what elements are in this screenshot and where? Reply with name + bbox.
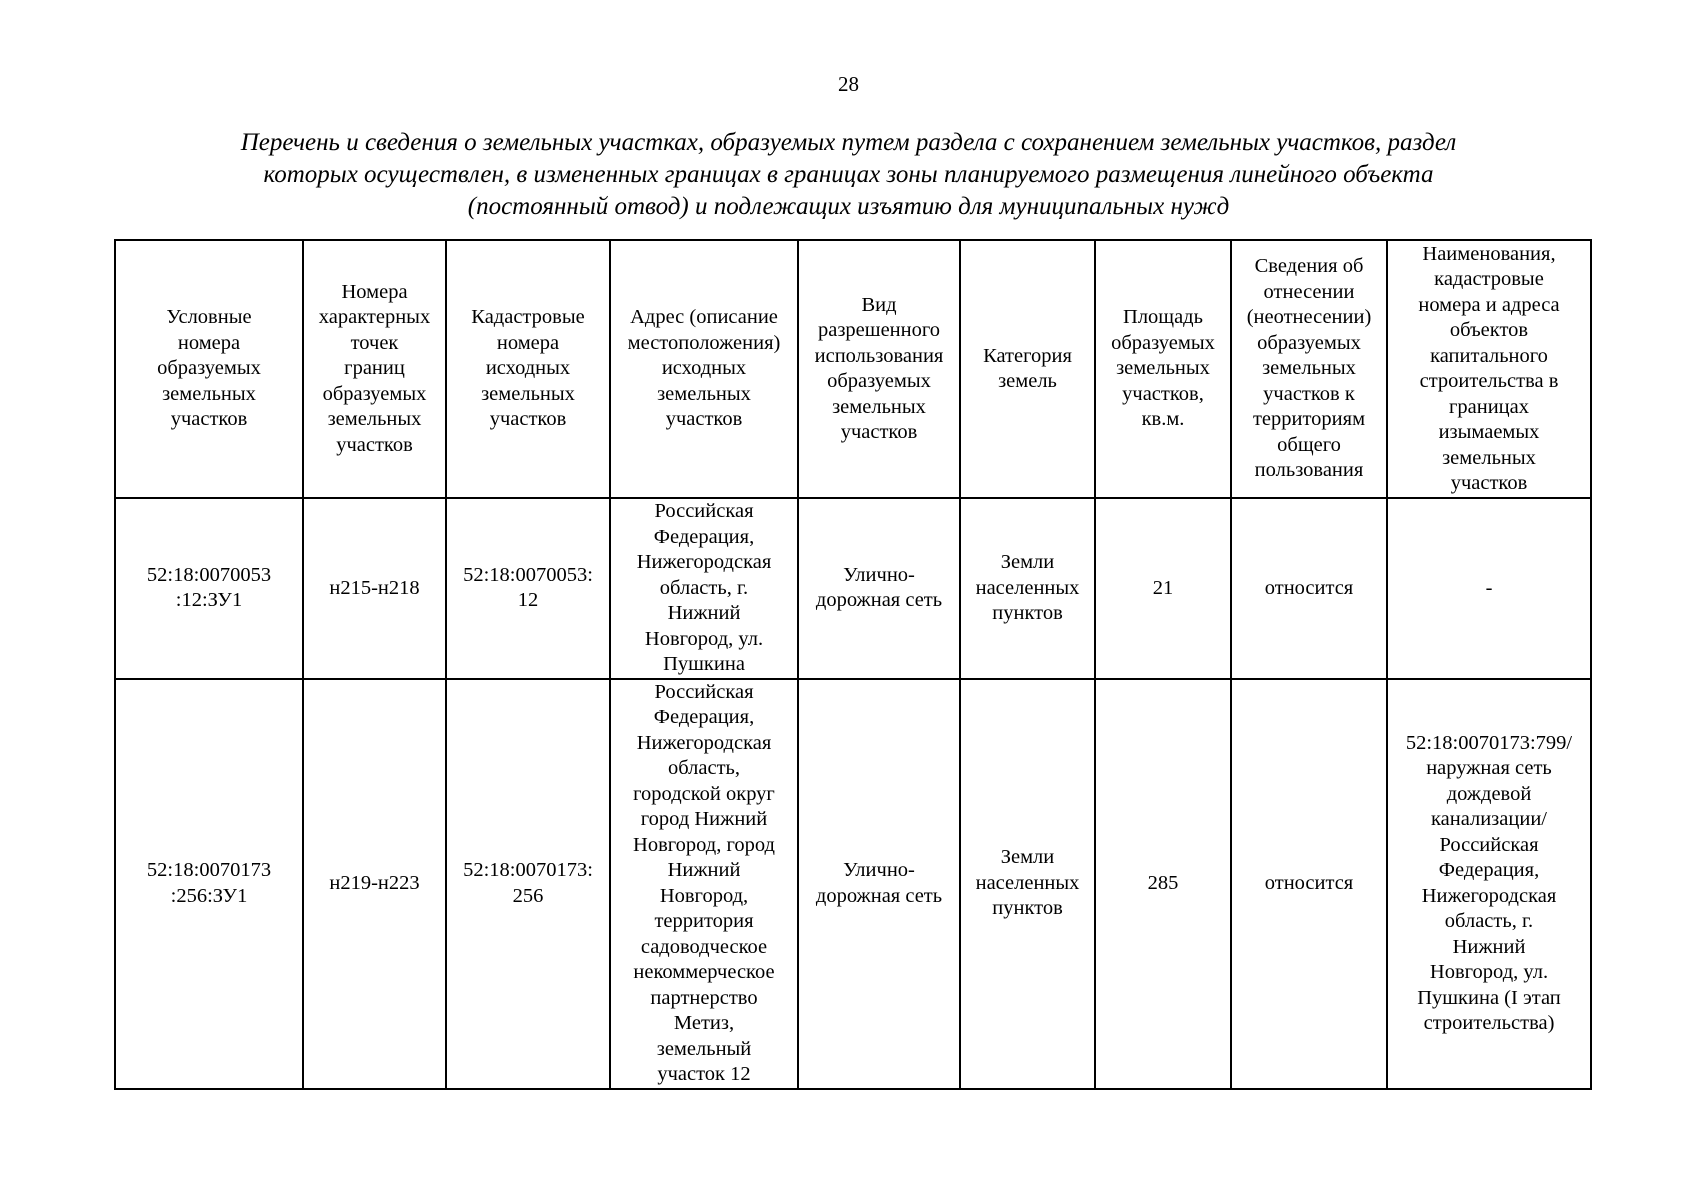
cell-points: н215-н218	[303, 498, 446, 679]
document-title	[120, 127, 1577, 223]
cell-points: н219-н223	[303, 679, 446, 1089]
title-line: (постоянный отвод) и подлежащих изъятию для муниципальных нужд	[467, 193, 1230, 220]
cell-objects: 52:18:0070173:799/ наружная сеть дождевой канализации/ Российская Федерация, Нижегородская область, г. Нижний Новгород, ул. Пушкина (I этап строительства)	[1387, 679, 1591, 1089]
title-line: Перечень и сведения о земельных участках, образуемых путем раздела с сохранением земельных участков, раздел	[240, 129, 1457, 156]
cell-use-type: Улично- дорожная сеть	[798, 679, 960, 1089]
cell-area: 285	[1095, 679, 1231, 1089]
header-objects: Наименования, кадастровые номера и адреса объектов капитального строительства в границах изымаемых земельных участков	[1387, 240, 1591, 498]
header-address: Адрес (описание местоположения) исходных земельных участков	[610, 240, 798, 498]
header-use-type: Вид разрешенного использования образуемых земельных участков	[798, 240, 960, 498]
table-header-row	[115, 240, 1591, 498]
cell-cadastral: 52:18:0070053: 12	[446, 498, 610, 679]
header-public-use: Сведения об отнесении (неотнесении) образуемых земельных участков к территориям общего пользования	[1231, 240, 1387, 498]
page-number: 28	[838, 72, 859, 96]
cell-category: Земли населенных пунктов	[960, 498, 1095, 679]
cell-cadastral: 52:18:0070173: 256	[446, 679, 610, 1089]
header-points: Номера характерных точек границ образуемых земельных участков	[303, 240, 446, 498]
land-plots-table	[114, 239, 1592, 1090]
cell-cond-number: 52:18:0070053 :12:ЗУ1	[115, 498, 303, 679]
cell-objects: -	[1387, 498, 1591, 679]
header-area: Площадь образуемых земельных участков, кв.м.	[1095, 240, 1231, 498]
table-row	[115, 679, 1591, 1089]
cell-public-use: относится	[1231, 498, 1387, 679]
title-line: которых осуществлен, в измененных границах в границах зоны планируемого размещения линейного объекта	[263, 161, 1434, 188]
cell-category: Земли населенных пунктов	[960, 679, 1095, 1089]
cell-cond-number: 52:18:0070173 :256:ЗУ1	[115, 679, 303, 1089]
cell-public-use: относится	[1231, 679, 1387, 1089]
cell-address: Российская Федерация, Нижегородская область, г. Нижний Новгород, ул. Пушкина	[610, 498, 798, 679]
cell-use-type: Улично- дорожная сеть	[798, 498, 960, 679]
header-cond-number: Условные номера образуемых земельных участков	[115, 240, 303, 498]
cell-address: Российская Федерация, Нижегородская область, городской округ город Нижний Новгород, город Нижний Новгород, территория садоводческое некоммерческое партнерство Метиз, земельный участок 12	[610, 679, 798, 1089]
table-row	[115, 498, 1591, 679]
header-category: Категория земель	[960, 240, 1095, 498]
header-cadastral: Кадастровые номера исходных земельных участков	[446, 240, 610, 498]
cell-area: 21	[1095, 498, 1231, 679]
